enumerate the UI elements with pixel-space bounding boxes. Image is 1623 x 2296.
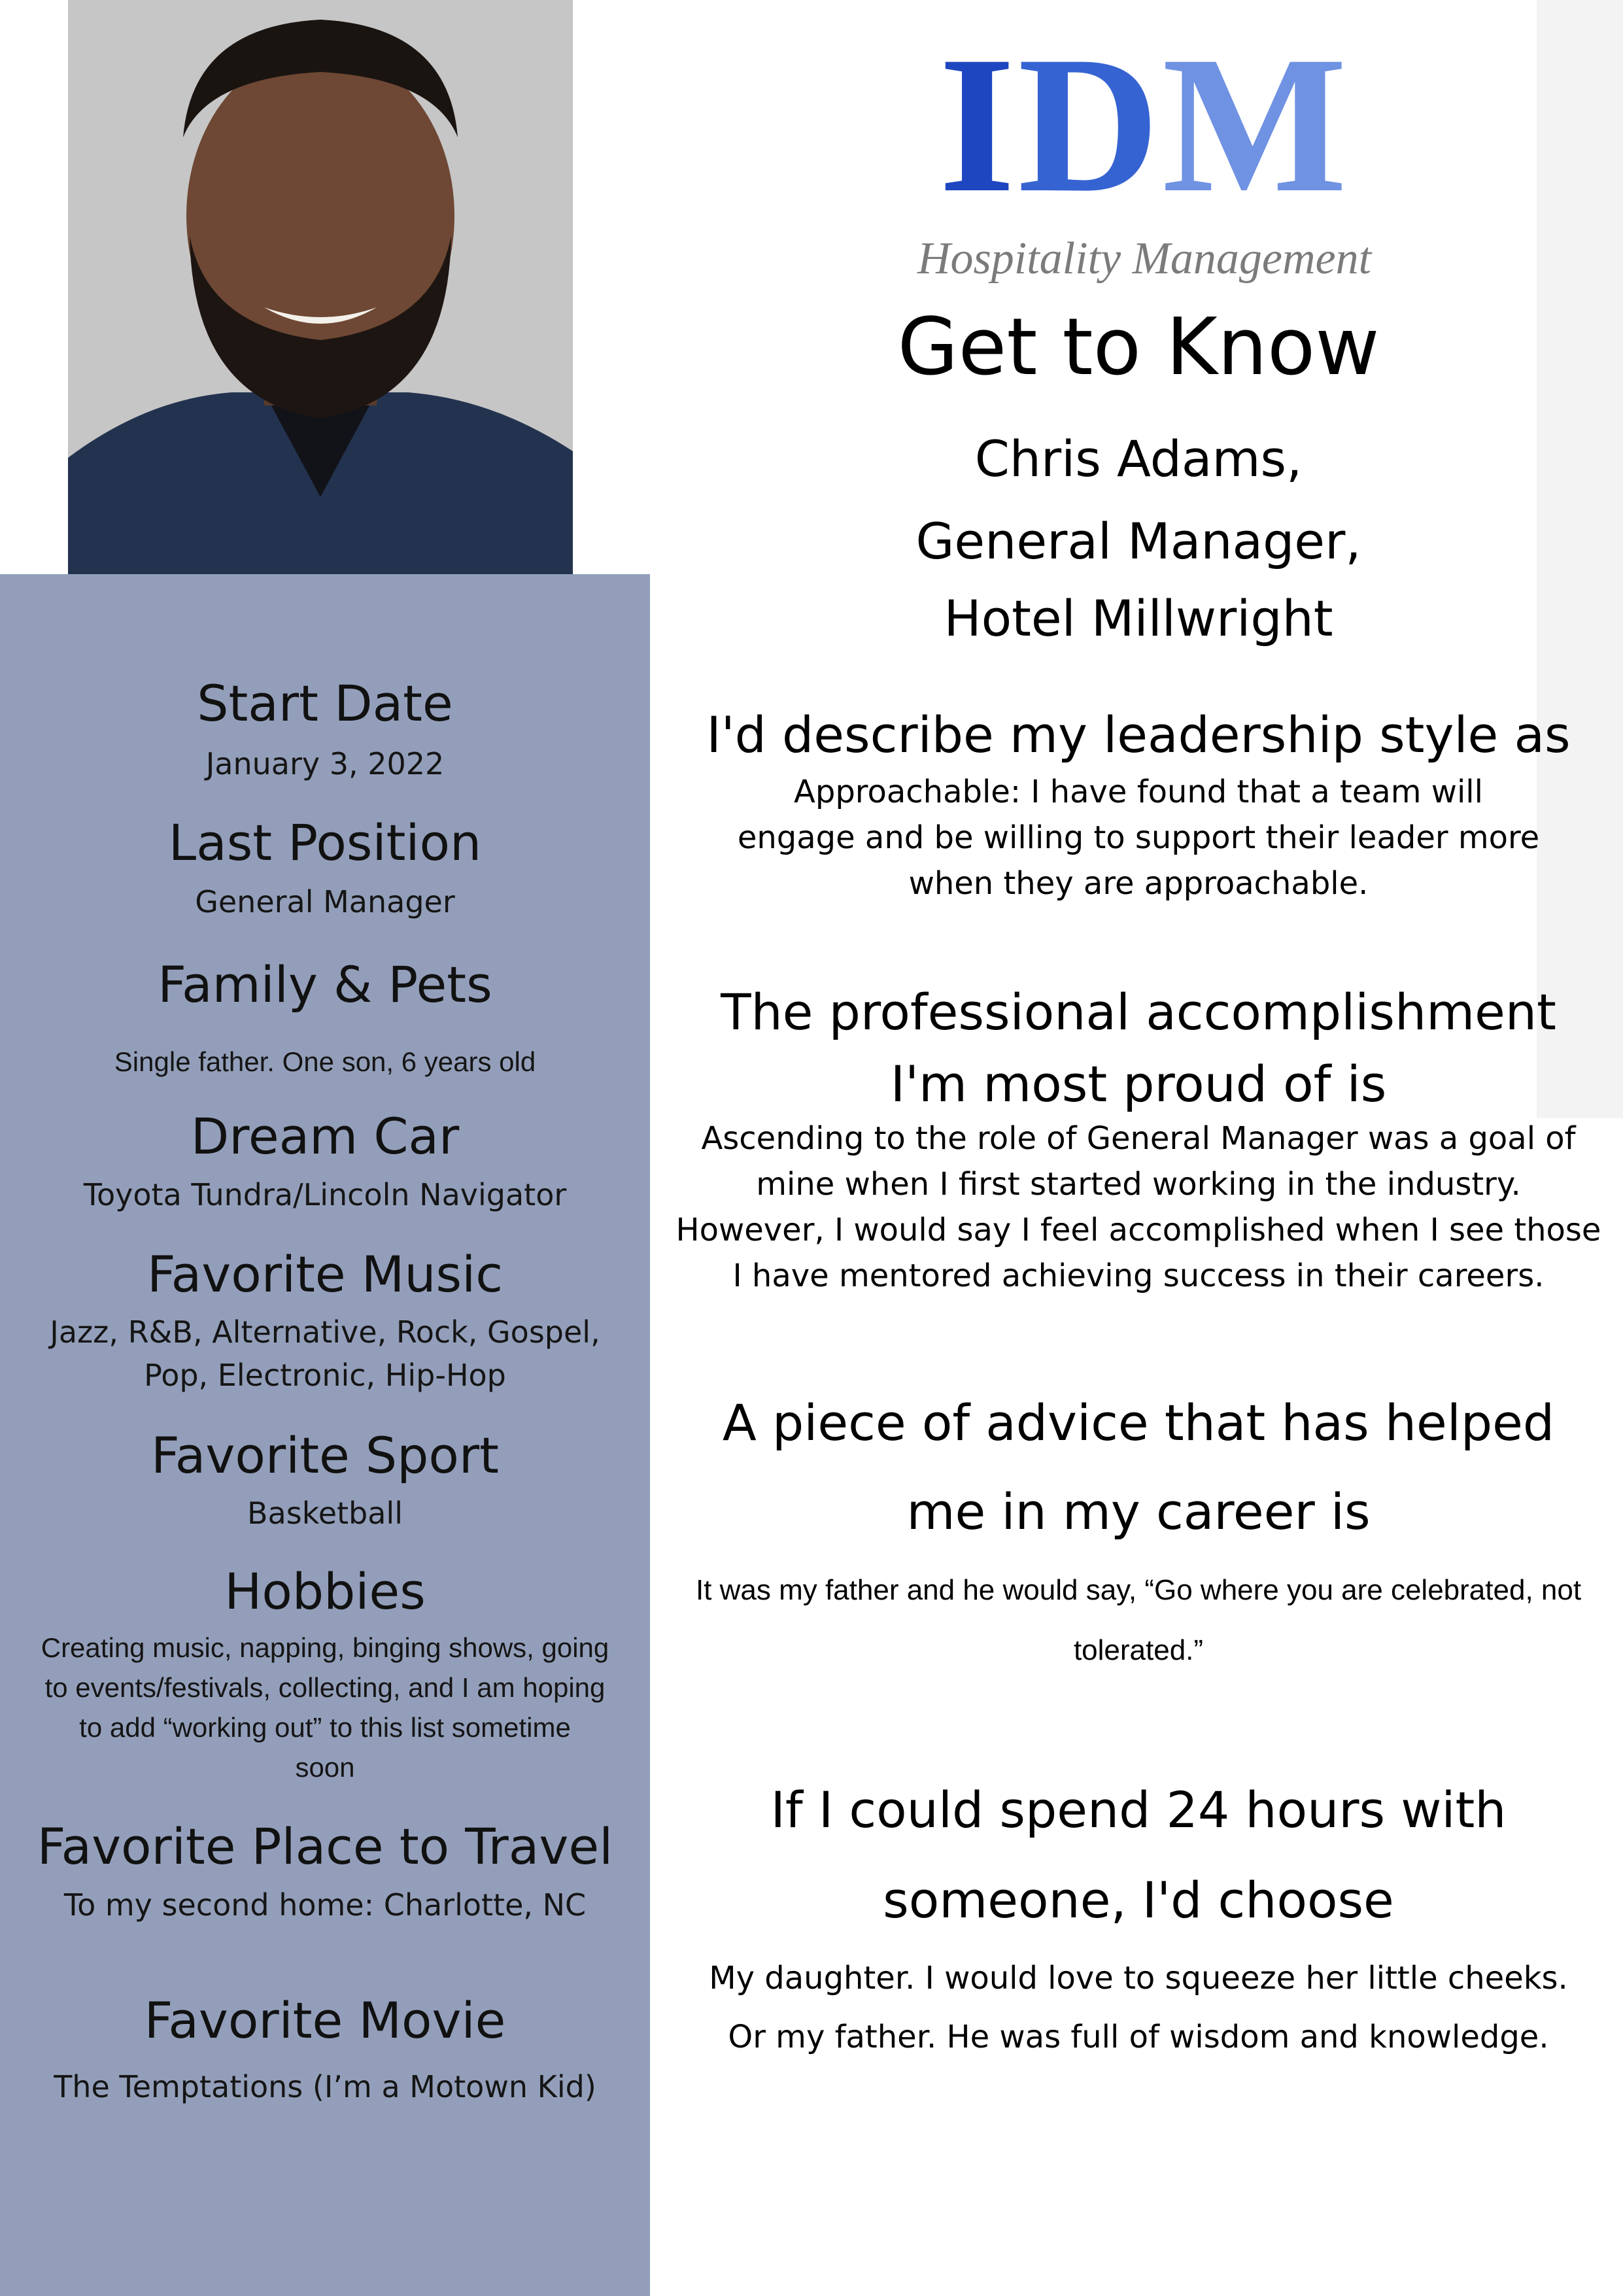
fact-value-start-date: January 3, 2022 [205, 746, 445, 781]
person-property: Hotel Millwright [944, 589, 1333, 647]
fact-value-hobbies-line-3: to add “working out” to this list sometime [79, 1712, 571, 1743]
fact-label-favorite-music: Favorite Music [146, 1245, 504, 1303]
question-24-hours-line-2: someone, I'd choose [883, 1871, 1394, 1929]
portrait-image [68, 0, 573, 574]
answer-leadership-line-2: engage and be willing to support their leader more [737, 819, 1540, 856]
answer-accomplishment-line-3: However, I would say I feel accomplished when I see those [675, 1212, 1601, 1248]
person-name: Chris Adams, [974, 430, 1303, 488]
question-advice-line-2: me in my career is [906, 1482, 1371, 1541]
question-leadership: I'd describe my leadership style as [706, 706, 1571, 764]
question-advice-line-1: A piece of advice that has helped [722, 1394, 1555, 1452]
answer-advice-line-2: tolerated.” [1073, 1634, 1204, 1666]
fact-label-favorite-sport: Favorite Sport [151, 1426, 499, 1484]
answer-24-hours-line-1: My daughter. I would love to squeeze her little cheeks. [709, 1960, 1568, 1996]
fact-value-hobbies-line-1: Creating music, napping, binging shows, going [41, 1632, 609, 1663]
fact-label-dream-car: Dream Car [190, 1107, 460, 1165]
logo-subtitle: Hospitality Management [917, 233, 1372, 284]
answer-leadership-line-3: when they are approachable. [908, 865, 1369, 902]
answer-accomplishment-line-2: mine when I first started working in the industry. [756, 1166, 1521, 1203]
answer-leadership-line-1: Approachable: I have found that a team will [794, 774, 1483, 810]
question-accomplishment-line-1: The professional accomplishment [721, 983, 1556, 1041]
fact-value-hobbies-line-4: soon [295, 1752, 355, 1783]
fact-label-last-position: Last Position [168, 814, 482, 872]
answer-24-hours-line-2: Or my father. He was full of wisdom and knowledge. [728, 2019, 1549, 2055]
question-accomplishment-line-2: I'm most proud of is [890, 1055, 1387, 1113]
idm-logo [850, 16, 1439, 285]
fact-value-family-pets: Single father. One son, 6 years old [114, 1046, 536, 1077]
idm-logo-mark: IDM [938, 16, 1350, 233]
fact-value-favorite-movie: The Temptations (I’m a Motown Kid) [54, 2069, 596, 2104]
fact-value-last-position: General Manager [195, 884, 455, 919]
fact-label-start-date: Start Date [197, 674, 453, 732]
profile-photo [68, 0, 573, 574]
fact-value-favorite-music-line-2: Pop, Electronic, Hip-Hop [144, 1358, 506, 1393]
fact-value-favorite-sport: Basketball [247, 1496, 403, 1531]
fact-label-favorite-movie: Favorite Movie [144, 1991, 506, 2049]
person-position: General Manager, [915, 512, 1361, 570]
answer-advice-line-1: It was my father and he would say, “Go where you are celebrated, not [695, 1574, 1582, 1606]
fact-value-dream-car: Toyota Tundra/Lincoln Navigator [83, 1177, 567, 1212]
fact-value-favorite-place: To my second home: Charlotte, NC [63, 1887, 587, 1923]
answer-accomplishment-line-4: I have mentored achieving success in their careers. [732, 1258, 1545, 1294]
fact-label-favorite-place: Favorite Place to Travel [37, 1817, 613, 1876]
fact-value-hobbies-line-2: to events/festivals, collecting, and I am hoping [44, 1672, 606, 1703]
answer-accomplishment-line-1: Ascending to the role of General Manager was a goal of [701, 1120, 1576, 1157]
fact-label-family-pets: Family & Pets [158, 955, 492, 1014]
question-24-hours-line-1: If I could spend 24 hours with [770, 1781, 1507, 1839]
fact-label-hobbies: Hobbies [224, 1562, 426, 1620]
page-title: Get to Know [897, 302, 1380, 393]
fact-value-favorite-music-line-1: Jazz, R&B, Alternative, Rock, Gospel, [50, 1314, 600, 1350]
